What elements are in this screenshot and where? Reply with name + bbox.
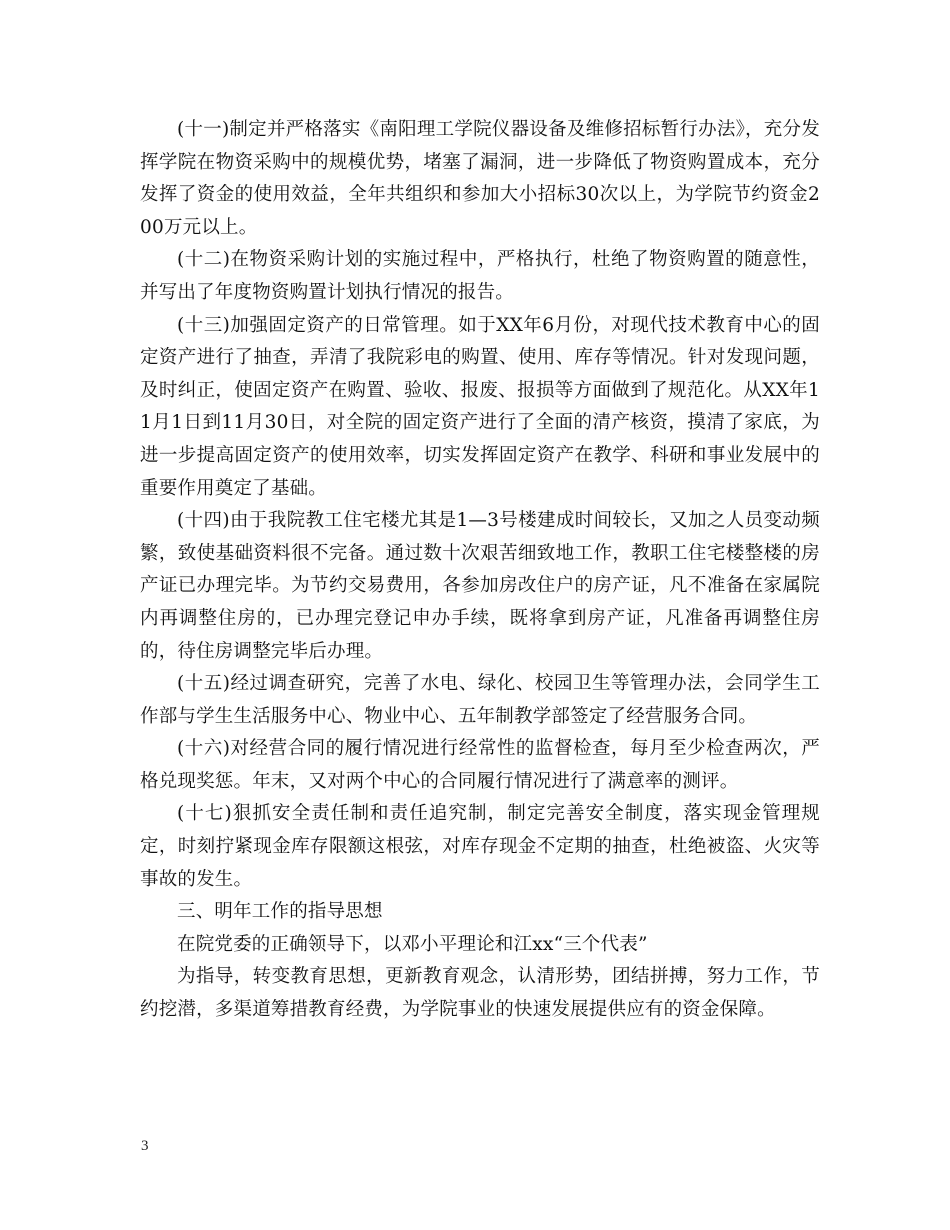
page-number: 3 [141,1138,149,1154]
paragraph-item-14: (十四)由于我院教工住宅楼尤其是1—3号楼建成时间较长，又加之人员变动频繁，致使基础资料很不完备。通过数十次艰苦细致地工作，教职工住宅楼整楼的房产证已办理完毕。为节约交易费用，各参加房改住户的房产证，凡不准备在家属院内再调整住房的，已办理完登记申办手续，既将拿到房产证，凡准备再调整住房的，待住房调整完毕后办理。 [140,510,820,662]
paragraph-item-12: (十二)在物资采购计划的实施过程中，严格执行，杜绝了物资购置的随意性，并写出了年度物资购置计划执行情况的报告。 [140,249,820,303]
paragraph-item-11: (十一)制定并严格落实《南阳理工学院仪器设备及维修招标暂行办法》，充分发挥学院在物资采购中的规模优势，堵塞了漏洞，进一步降低了物资购置成本，充分发挥了资金的使用效益，全年共组织和参加大小招标30次以上，为学院节约资金200万元以上。 [140,119,820,238]
paragraph-item-17: (十七)狠抓安全责任制和责任追究制，制定完善安全制度，落实现金管理规定，时刻拧紧现金库存限额这根弦，对库存现金不定期的抽查，杜绝被盗、火灾等事故的发生。 [140,803,820,890]
paragraph-item-16: (十六)对经营合同的履行情况进行经常性的监督检查，每月至少检查两次，严格兑现奖惩。年末，又对两个中心的合同履行情况进行了满意率的测评。 [140,738,820,792]
guiding-ideology-body: 为指导，转变教育思想，更新教育观念，认清形势，团结拼搏，努力工作，节约挖潜，多渠道筹措教育经费，为学院事业的快速发展提供应有的资金保障。 [140,966,820,1021]
paragraph-item-13: (十三)加强固定资产的日常管理。如于XX年6月份，对现代技术教育中心的固定资产进行了抽查，弄清了我院彩电的购置、使用、库存等情况。针对发现问题，及时纠正，使固定资产在购置、验收、报废、报损等方面做到了规范化。从XX年11月1日到11月30日，对全院的固定资产进行了全面的清产核资，摸清了家底，为进一步提高固定资产的使用效率，切实发挥固定资产在教学、科研和事业发展中的重要作用奠定了基础。 [140,314,820,499]
guiding-ideology-intro: 在院党委的正确领导下，以邓小平理论和江xx“三个代表” [177,933,648,955]
section-heading: 三、明年工作的指导思想 [177,901,383,923]
paragraph-item-15: (十五)经过调查研究，完善了水电、绿化、校园卫生等管理办法，会同学生工作部与学生生活服务中心、物业中心、五年制教学部签定了经营服务合同。 [140,673,820,727]
document-body [140,114,820,1027]
